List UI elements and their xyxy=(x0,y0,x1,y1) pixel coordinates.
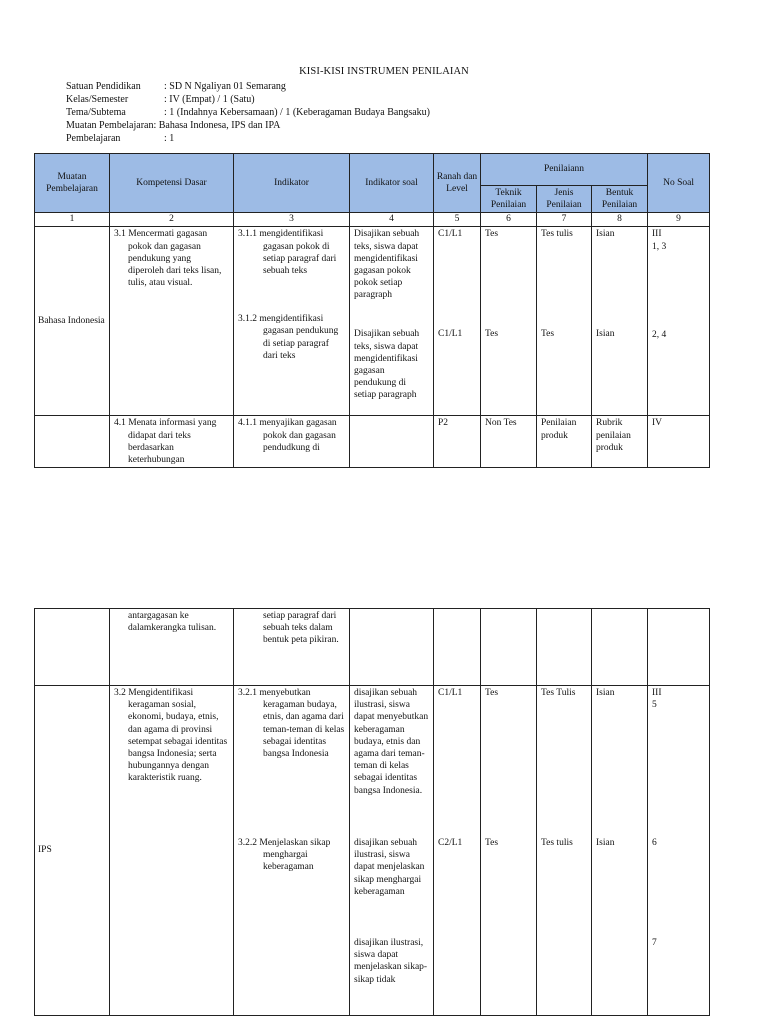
teknik-cell: Non Tes xyxy=(481,416,537,468)
muatan-cell: IPS xyxy=(35,686,110,1016)
indikator-soal-text: Disajikan sebuah teks, siswa dapat mengidentifikasi gagasan pokok pokok setiap paragraph xyxy=(354,229,420,301)
header-ranah: Ranah dan Level xyxy=(434,154,481,213)
ranah-text: C1/L1 xyxy=(438,229,463,240)
bentuk-text: Isian xyxy=(596,838,615,848)
teknik-text: Tes xyxy=(485,329,499,340)
table-row xyxy=(35,609,710,686)
no-soal-cell xyxy=(648,686,710,1016)
column-number: 1 xyxy=(35,213,110,227)
ranah-cell: P2 xyxy=(434,416,481,468)
bentuk-cell xyxy=(592,609,648,686)
ranah-cell xyxy=(434,227,481,416)
table-row xyxy=(35,227,710,416)
header-bentuk: Bentuk Penilaian xyxy=(592,186,648,213)
table-row xyxy=(35,686,710,1016)
column-number: 9 xyxy=(648,213,710,227)
jenis-cell xyxy=(537,227,592,416)
header-kompetensi-dasar: Kompetensi Dasar xyxy=(110,154,234,213)
jenis-cell xyxy=(537,609,592,686)
column-number: 8 xyxy=(592,213,648,227)
no-soal-text: 7 xyxy=(652,938,657,949)
jenis-text: Tes tulis xyxy=(541,838,573,848)
indikator-soal-cell xyxy=(350,609,434,686)
header-muatan: Muatan Pembelajaran xyxy=(35,154,110,213)
indikator-text: 3.2.1 menyebutkan keragaman budaya, etnis, dan agama dari teman-teman di kelas sebagai identitas bangsa Indonesia xyxy=(238,688,345,760)
column-number: 4 xyxy=(350,213,434,227)
indikator-soal-text: Disajikan sebuah teks, siswa dapat mengidentifikasi gagasan pendukung di setiap paragraph xyxy=(354,329,420,401)
indikator-text: 3.1.2 mengidentifikasi gagasan pendukung di setiap paragraf dari teks xyxy=(238,314,339,361)
indikator-text: 3.2.2 Menjelaskan sikap menghargai keberagaman xyxy=(238,838,331,873)
meta-value: : IV (Empat) / 1 (Satu) xyxy=(164,94,255,105)
no-soal-cell: IV xyxy=(648,416,710,468)
no-soal-text: 1, 3 xyxy=(652,241,667,252)
header-indikator: Indikator xyxy=(234,154,350,213)
bentuk-cell xyxy=(592,227,648,416)
document-title: KISI-KISI INSTRUMEN PENILAIAN xyxy=(299,66,469,77)
header-penilaian: Penilaiann xyxy=(481,154,648,186)
header-teknik: Teknik Penilaian xyxy=(481,186,537,213)
column-number: 7 xyxy=(537,213,592,227)
kd-cell: antargagasan ke dalamkerangka tulisan. xyxy=(110,609,234,686)
muatan-cell: Bahasa Indonesia xyxy=(35,227,110,416)
meta-row-satuan xyxy=(66,80,430,93)
indikator-cell xyxy=(234,686,350,1016)
header-indikator-soal: Indikator soal xyxy=(350,154,434,213)
jenis-text: Tes Tulis xyxy=(541,688,576,698)
teknik-text: Tes xyxy=(485,688,499,698)
indikator-cell xyxy=(234,227,350,416)
indikator-soal-cell xyxy=(350,227,434,416)
meta-value: : SD N Ngaliyan 01 Semarang xyxy=(164,81,286,92)
indikator-text: 4.1.1 menyajikan gagasan pokok dan gagasan pendudkung di xyxy=(238,418,337,453)
meta-label: Satuan Pendidikan xyxy=(66,81,141,92)
meta-value: : 1 (Indahnya Kebersamaan) / 1 (Keberagaman Budaya Bangsaku) xyxy=(164,107,431,118)
ranah-cell xyxy=(434,686,481,1016)
jenis-text: Tes xyxy=(541,329,555,340)
kd-text: 4.1 Menata informasi yang didapat dari teks berdasarkan keterhubungan xyxy=(114,418,217,466)
kd-cell xyxy=(110,227,234,416)
ranah-cell xyxy=(434,609,481,686)
meta-label: Tema/Subtema xyxy=(66,107,126,118)
meta-label: Pembelajaran xyxy=(66,133,121,144)
no-soal-text: 6 xyxy=(652,838,657,849)
bentuk-cell xyxy=(592,686,648,1016)
indikator-cell xyxy=(234,416,350,468)
table-row xyxy=(35,416,710,468)
indikator-soal-text: disajikan sebuah ilustrasi, siswa dapat menyebutkan keberagaman budaya, etnis dan agama dari teman-teman di kelas sebagai identitas bangsa Indonesia. xyxy=(354,688,429,796)
indikator-soal-text: disajikan sebuah ilustrasi, siswa dapat menjelaskan sikap menghargai keberagaman xyxy=(354,838,425,897)
meta-value: : 1 xyxy=(164,133,175,144)
ranah-text: C1/L1 xyxy=(438,688,463,698)
header-no-soal: No Soal xyxy=(648,154,710,213)
bentuk-text: Isian xyxy=(596,688,615,698)
kd-text: 3.1 Mencermati gagasan pokok dan gagasan pendukung yang diperoleh dari teks lisan, tulis, atau visual. xyxy=(114,229,222,289)
kisi-kisi-table-page-2 xyxy=(34,608,710,1016)
no-soal-text: 5 xyxy=(652,700,657,711)
indikator-soal-text: disajikan ilustrasi, siswa dapat menjelaskan sikap-sikap tidak xyxy=(354,938,428,985)
kd-cell xyxy=(110,686,234,1016)
meta-value: : Bahasa Indonesa, IPS dan IPA xyxy=(153,120,281,131)
meta-row-pembelajaran xyxy=(66,132,430,145)
header-jenis: Jenis Penilaian xyxy=(537,186,592,213)
muatan-cell xyxy=(35,416,110,468)
indikator-text: 3.1.1 mengidentifikasi gagasan pokok di setiap paragraf dari sebuah teks xyxy=(238,229,337,277)
column-number: 3 xyxy=(234,213,350,227)
no-soal-text: III xyxy=(652,229,662,240)
bentuk-text: Isian xyxy=(596,229,615,240)
indikator-cell: setiap paragraf dari sebuah teks dalam bentuk peta pikiran. xyxy=(234,609,350,686)
no-soal-cell xyxy=(648,609,710,686)
column-number: 5 xyxy=(434,213,481,227)
bentuk-cell: Rubrik penilaian produk xyxy=(592,416,648,468)
no-soal-text: III xyxy=(652,688,662,698)
column-number-row xyxy=(35,213,710,227)
kd-text: 3.2 Mengidentifikasi keragaman sosial, ekonomi, budaya, etnis, dan agama di provinsi setempat sebagai identitas bangsa Indonesia; serta hubungannya dengan karakteristik ruang. xyxy=(114,688,228,784)
bentuk-text: Isian xyxy=(596,329,615,340)
teknik-cell xyxy=(481,609,537,686)
meta-row-muatan xyxy=(66,119,430,132)
kisi-kisi-table-page-1 xyxy=(34,153,710,468)
meta-label: Muatan Pembelajaran xyxy=(66,120,154,131)
teknik-text: Tes xyxy=(485,229,499,240)
no-soal-cell xyxy=(648,227,710,416)
kd-cell xyxy=(110,416,234,468)
jenis-cell: Penilaian produk xyxy=(537,416,592,468)
indikator-soal-cell xyxy=(350,686,434,1016)
teknik-cell xyxy=(481,227,537,416)
meta-row-tema xyxy=(66,106,430,119)
teknik-cell xyxy=(481,686,537,1016)
jenis-text: Tes tulis xyxy=(541,229,573,240)
ranah-text: C2/L1 xyxy=(438,838,463,848)
meta-row-kelas xyxy=(66,93,430,106)
ranah-text: C1/L1 xyxy=(438,329,463,340)
meta-label: Kelas/Semester xyxy=(66,94,129,105)
column-number: 6 xyxy=(481,213,537,227)
muatan-cell xyxy=(35,609,110,686)
no-soal-text: 2, 4 xyxy=(652,329,667,340)
column-number: 2 xyxy=(110,213,234,227)
jenis-cell xyxy=(537,686,592,1016)
indikator-soal-cell xyxy=(350,416,434,468)
teknik-text: Tes xyxy=(485,838,499,848)
document-meta xyxy=(66,80,430,145)
